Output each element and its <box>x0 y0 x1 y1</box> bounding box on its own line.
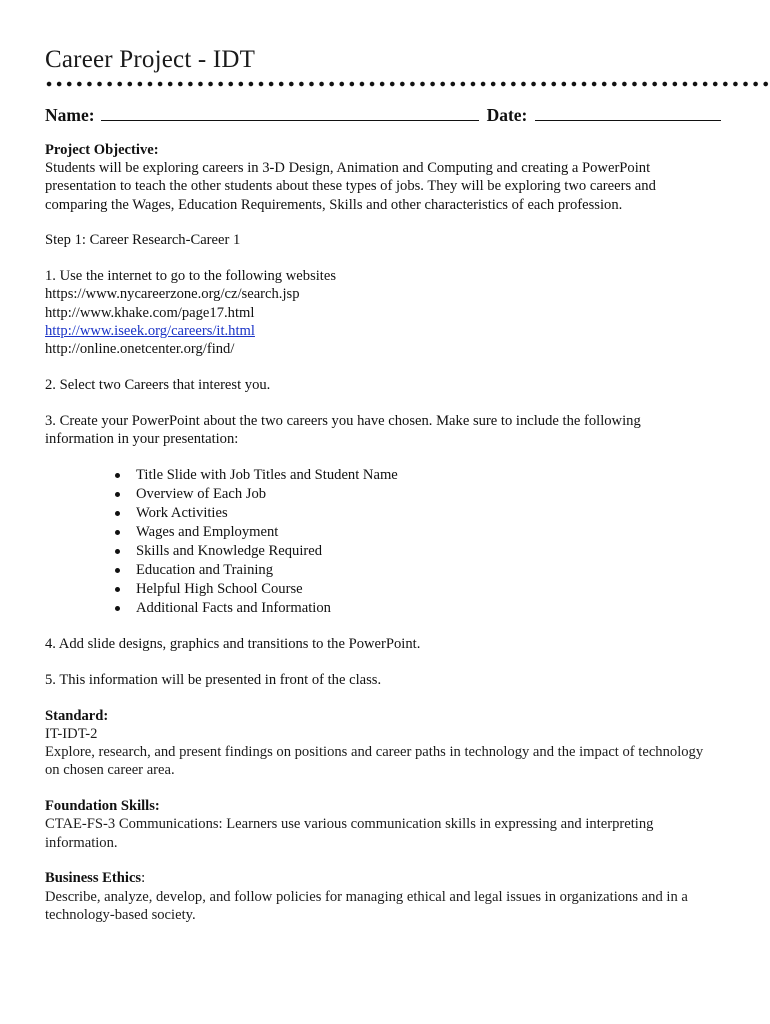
dotted-divider <box>44 80 770 88</box>
name-blank-line[interactable] <box>101 104 479 121</box>
name-label: Name: <box>45 105 95 125</box>
foundation-heading: Foundation Skills: <box>45 798 160 815</box>
step4-text: 4. Add slide designs, graphics and transitions to the PowerPoint. <box>45 636 421 653</box>
standard-heading: Standard: <box>45 707 109 724</box>
step3-line: information in your presentation: <box>45 430 239 447</box>
website-hyperlink[interactable]: http://www.iseek.org/careers/it.html <box>45 322 255 339</box>
website-link[interactable]: http://www.khake.com/page17.html <box>45 304 255 321</box>
foundation-line: CTAE-FS-3 Communications: Learners use various communication skills in expressing and interpreting <box>45 816 654 833</box>
list-item: Overview of Each Job <box>45 485 735 504</box>
foundation-line: information. <box>45 834 118 851</box>
websites-intro: 1. Use the internet to go to the following websites <box>45 268 337 285</box>
name-date-row <box>45 104 735 126</box>
objective-line: presentation to teach the other students about these types of jobs. They will be exploring two careers and <box>45 178 656 195</box>
ethics-line: technology-based society. <box>45 906 196 923</box>
objective-line: Students will be exploring careers in 3-D Design, Animation and Computing and creating a PowerPoint <box>45 160 651 177</box>
page-title: Career Project - IDT <box>45 46 256 73</box>
list-item: Wages and Employment <box>45 523 735 542</box>
step5-text: 5. This information will be presented in front of the class. <box>45 672 382 688</box>
objective-line: comparing the Wages, Education Requirements, Skills and other characteristics of each profession. <box>45 196 623 213</box>
standard-code: IT-IDT-2 <box>45 726 98 742</box>
ethics-line: Describe, analyze, develop, and follow policies for managing ethical and legal issues in organizations and in a <box>45 888 688 905</box>
objective-heading: Project Objective: <box>45 142 159 158</box>
presentation-checklist <box>45 466 735 618</box>
list-item: Skills and Knowledge Required <box>45 542 735 561</box>
standard-line: Explore, research, and present findings on positions and career paths in technology and the impact of technology <box>45 744 704 761</box>
ethics-heading: Business Ethics <box>45 870 142 887</box>
list-item: Title Slide with Job Titles and Student Name <box>45 466 735 485</box>
step1-heading: Step 1: Career Research-Career 1 <box>45 232 241 249</box>
date-blank-line[interactable] <box>535 104 721 121</box>
ethics-heading-row <box>45 869 735 887</box>
ethics-colon: : <box>141 870 146 887</box>
standard-line: on chosen career area. <box>45 762 175 779</box>
step3-line: 3. Create your PowerPoint about the two careers you have chosen. Make sure to include the following <box>45 412 641 429</box>
date-label: Date: <box>486 105 528 125</box>
list-item: Education and Training <box>45 561 735 580</box>
list-item: Additional Facts and Information <box>45 599 735 618</box>
step2-text: 2. Select two Careers that interest you. <box>45 376 271 393</box>
list-item: Work Activities <box>45 504 735 523</box>
website-link[interactable]: http://online.onetcenter.org/find/ <box>45 341 235 358</box>
website-link[interactable]: https://www.nycareerzone.org/cz/search.jsp <box>45 286 300 303</box>
document-body <box>45 141 735 924</box>
list-item: Helpful High School Course <box>45 580 735 599</box>
